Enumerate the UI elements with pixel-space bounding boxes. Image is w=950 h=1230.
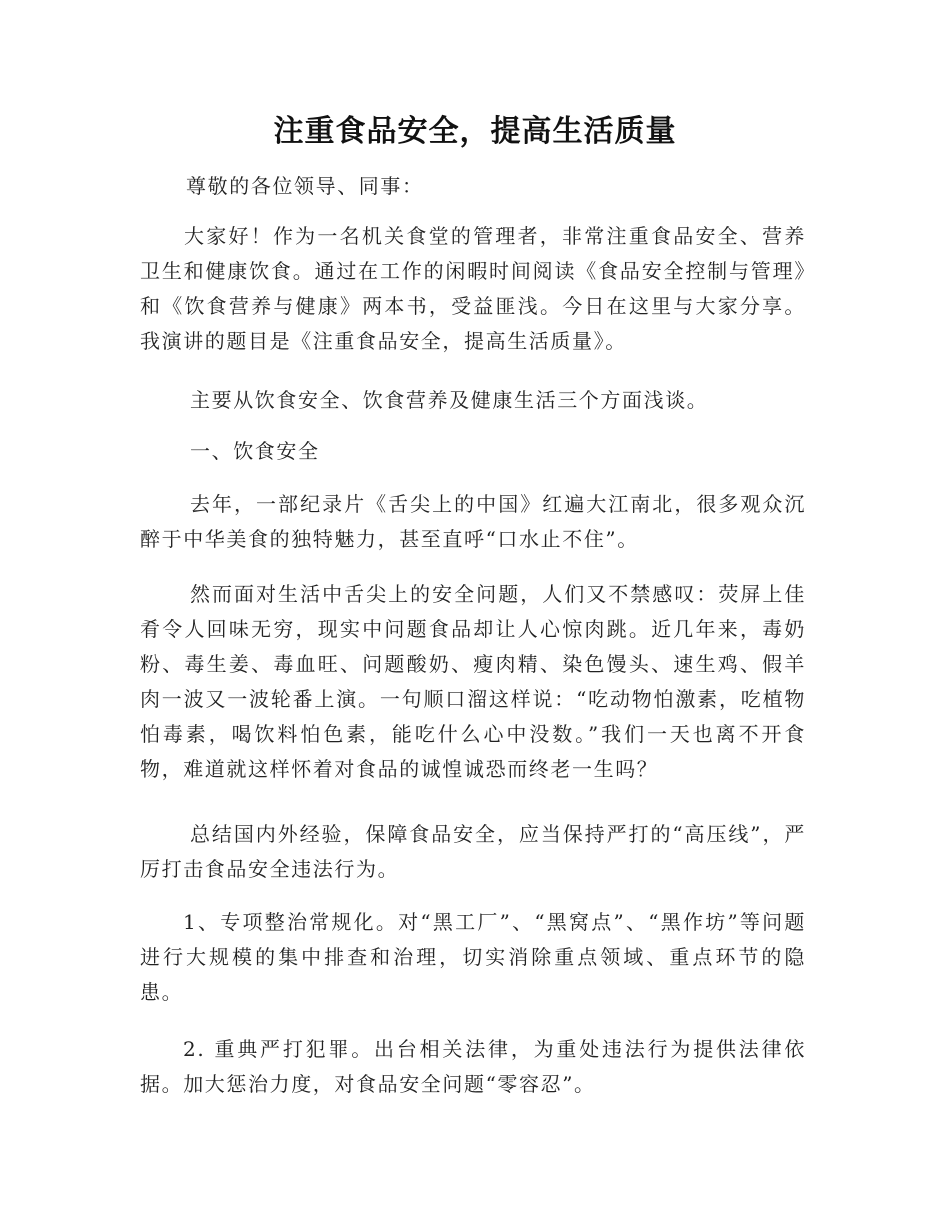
experience-paragraph: 总结国内外经验，保障食品安全，应当保持严打的“高压线”，严厉打击食品安全违法行为。 — [140, 822, 806, 881]
point-1-paragraph: 1、专项整治常规化。对“黑工厂”、“黑窝点”、“黑作坊”等问题进行大规模的集中排查和治理，切实消除重点领域、重点环节的隐患。 — [140, 910, 806, 1004]
intro-paragraph: 大家好！作为一名机关食堂的管理者，非常注重食品安全、营养卫生和健康饮食。通过在工作的闲暇时间阅读《食品安全控制与管理》和《饮食营养与健康》两本书，受益匪浅。今日在这里与大家分享。我演讲的题目是《注重食品安全，提高生活质量》。 — [140, 224, 806, 353]
section-heading-food-safety: 一、饮食安全 — [190, 439, 320, 463]
documentary-paragraph: 去年，一部纪录片《舌尖上的中国》红遍大江南北，很多观众沉醉于中华美食的独特魅力，甚至直呼“口水止不住”。 — [140, 492, 806, 551]
salutation: 尊敬的各位领导、同事： — [186, 174, 424, 198]
safety-issues-paragraph: 然而面对生活中舌尖上的安全问题，人们又不禁感叹：荧屏上佳肴令人回味无穷，现实中问题食品却让人心惊肉跳。近几年来，毒奶粉、毒生姜、毒血旺、问题酸奶、瘦肉精、染色馒头、速生鸡、假羊肉一波又一波轮番上演。一句顺口溜这样说：“吃动物怕激素，吃植物怕毒素，喝饮料怕色素，能吃什么心中没数。”我们一天也离不开食物，难道就这样怀着对食品的诚惶诚恐而终老一生吗？ — [140, 582, 806, 781]
overview-paragraph: 主要从饮食安全、饮食营养及健康生活三个方面浅谈。 — [190, 388, 709, 412]
document-title: 注重食品安全，提高生活质量 — [273, 114, 677, 149]
point-2-paragraph: 2. 重典严打犯罪。出台相关法律，为重处违法行为提供法律依据。加大惩治力度，对食品安全问题“零容忍”。 — [140, 1037, 806, 1096]
